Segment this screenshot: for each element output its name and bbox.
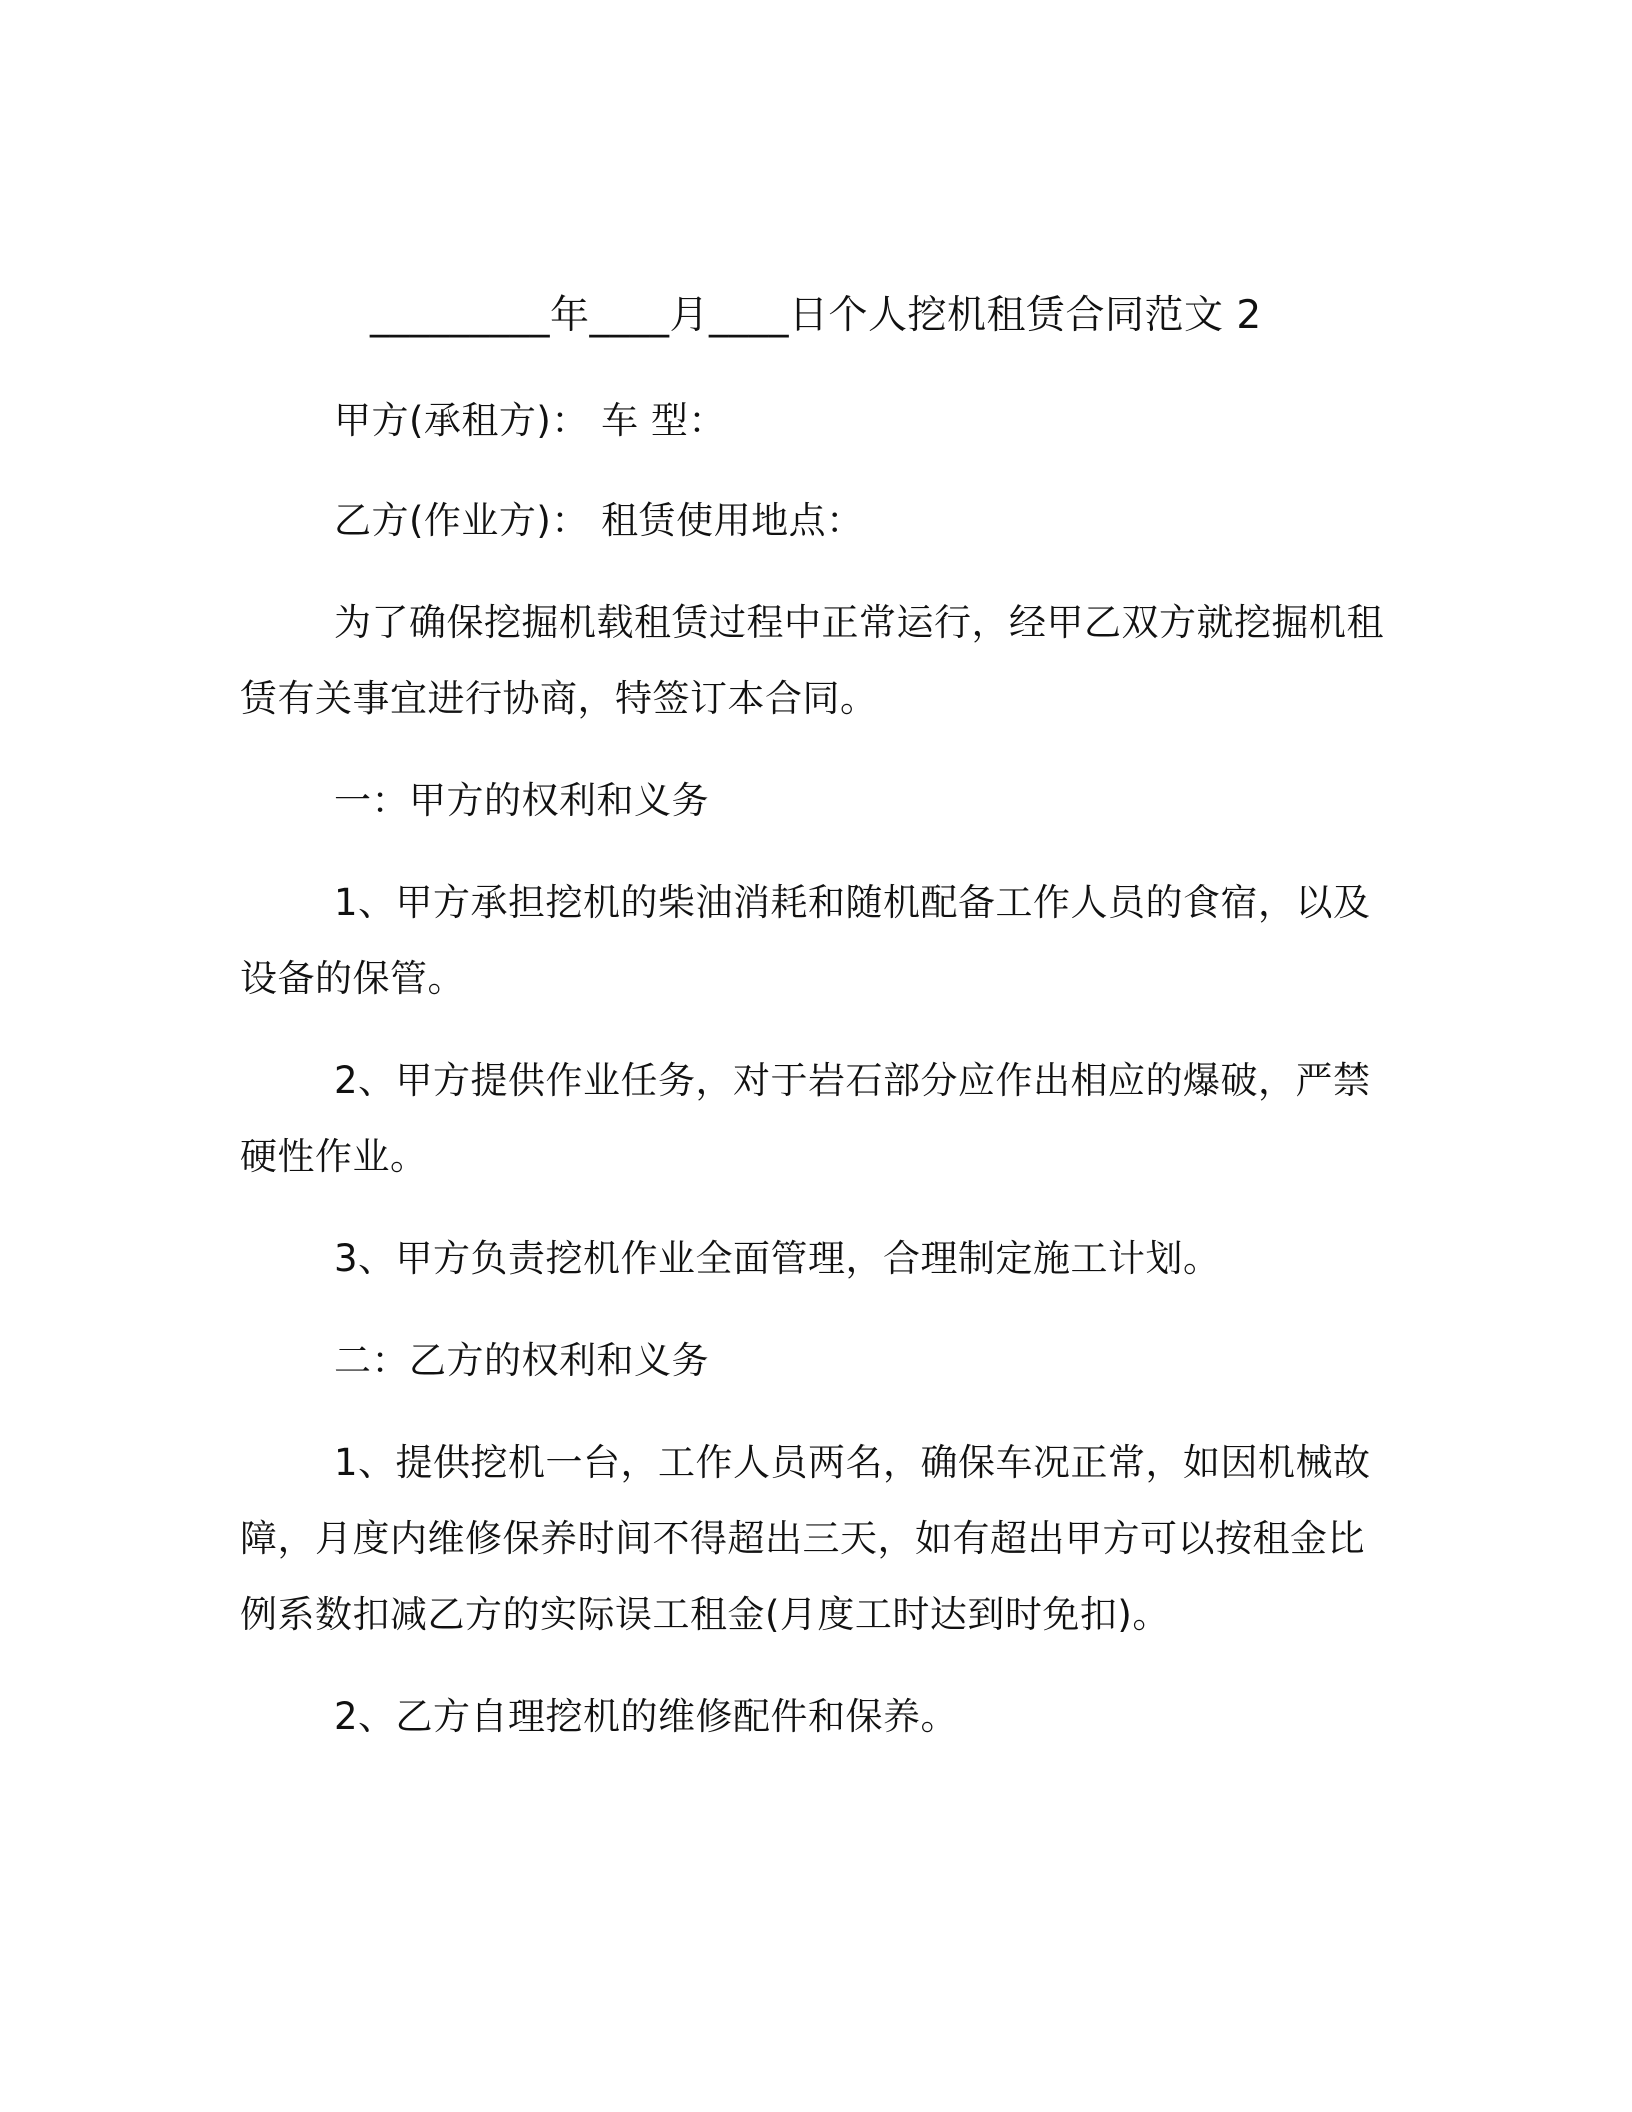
section-1-item-1-line-2: 设备的保管。: [240, 957, 465, 1000]
document-title: _________年____月____日个人挖机租赁合同范文 2: [370, 293, 1262, 338]
intro-paragraph-line-2: 赁有关事宜进行协商，特签订本合同。: [240, 677, 878, 720]
section-1-item-2-line-2: 硬性作业。: [240, 1135, 428, 1178]
section-2-item-2: 2、乙方自理挖机的维修配件和保养。: [334, 1695, 959, 1738]
section-2-heading: 二：乙方的权利和义务: [334, 1339, 709, 1382]
intro-paragraph-line-1: 为了确保挖掘机载租赁过程中正常运行，经甲乙双方就挖掘机租: [334, 601, 1384, 644]
section-2-item-1-line-3: 例系数扣减乙方的实际误工租金(月度工时达到时免扣)。: [240, 1593, 1170, 1636]
section-1-item-1-line-1: 1、甲方承担挖机的柴油消耗和随机配备工作人员的食宿，以及: [334, 881, 1371, 924]
party-a-line: 甲方(承租方)： 车 型：: [334, 399, 726, 442]
section-2-item-1-line-1: 1、提供挖机一台，工作人员两名，确保车况正常，如因机械故: [334, 1441, 1371, 1484]
party-b-line: 乙方(作业方)： 租赁使用地点：: [334, 499, 864, 542]
section-2-item-1-line-2: 障，月度内维修保养时间不得超出三天，如有超出甲方可以按租金比: [240, 1517, 1365, 1560]
section-1-item-3: 3、甲方负责挖机作业全面管理，合理制定施工计划。: [334, 1237, 1221, 1280]
section-1-heading: 一：甲方的权利和义务: [334, 779, 709, 822]
section-1-item-2-line-1: 2、甲方提供作业任务，对于岩石部分应作出相应的爆破，严禁: [334, 1059, 1371, 1102]
